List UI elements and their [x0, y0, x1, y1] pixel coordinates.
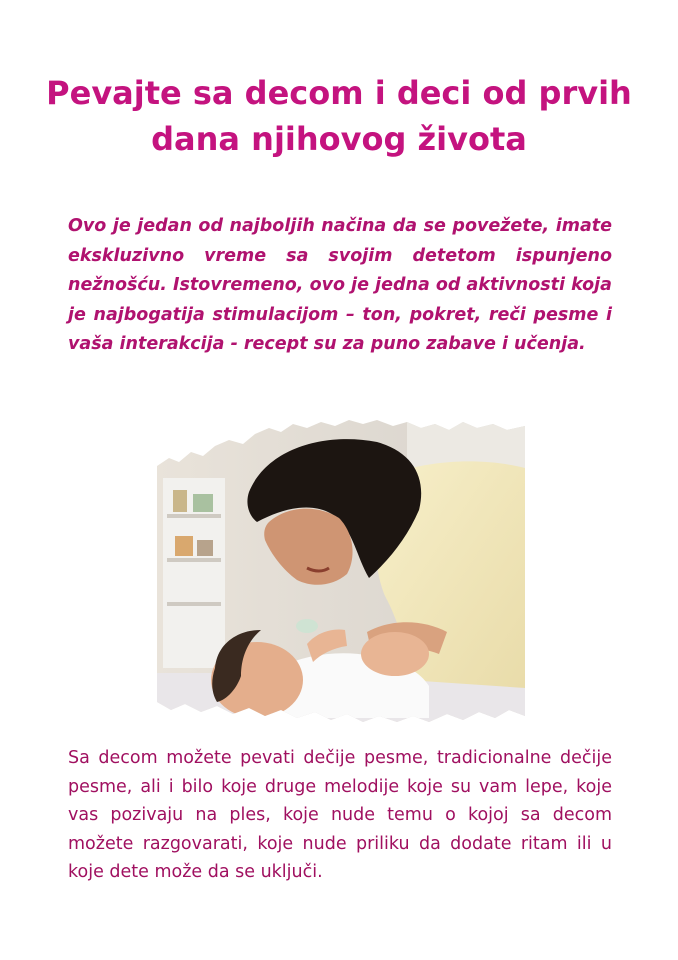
mother-baby-photo — [157, 418, 525, 724]
page-title: Pevajte sa decom i deci od prvih dana njihovog života — [46, 74, 632, 158]
intro-paragraph: Ovo je jedan od najboljih načina da se povežete, imate ekskluzivno vreme sa svojim detetom ispunjeno nežnošću. Istovremeno, ovo je jedna od aktivnosti koja je najbogatija stimulacijom – ton, pokret, reči pesme i vaša interakcija - recept su za puno zabave i učenja. — [68, 216, 612, 354]
body-paragraph: Sa decom možete pevati dečije pesme, tradicionalne dečije pesme, ali i bilo koje druge melodije koje su vam lepe, koje vas pozivaju na ples, koje nude temu o kojoj sa decom možete razgovarati, koje nude priliku da dodate ritam ili u koje dete može da se uključi. — [68, 748, 612, 882]
